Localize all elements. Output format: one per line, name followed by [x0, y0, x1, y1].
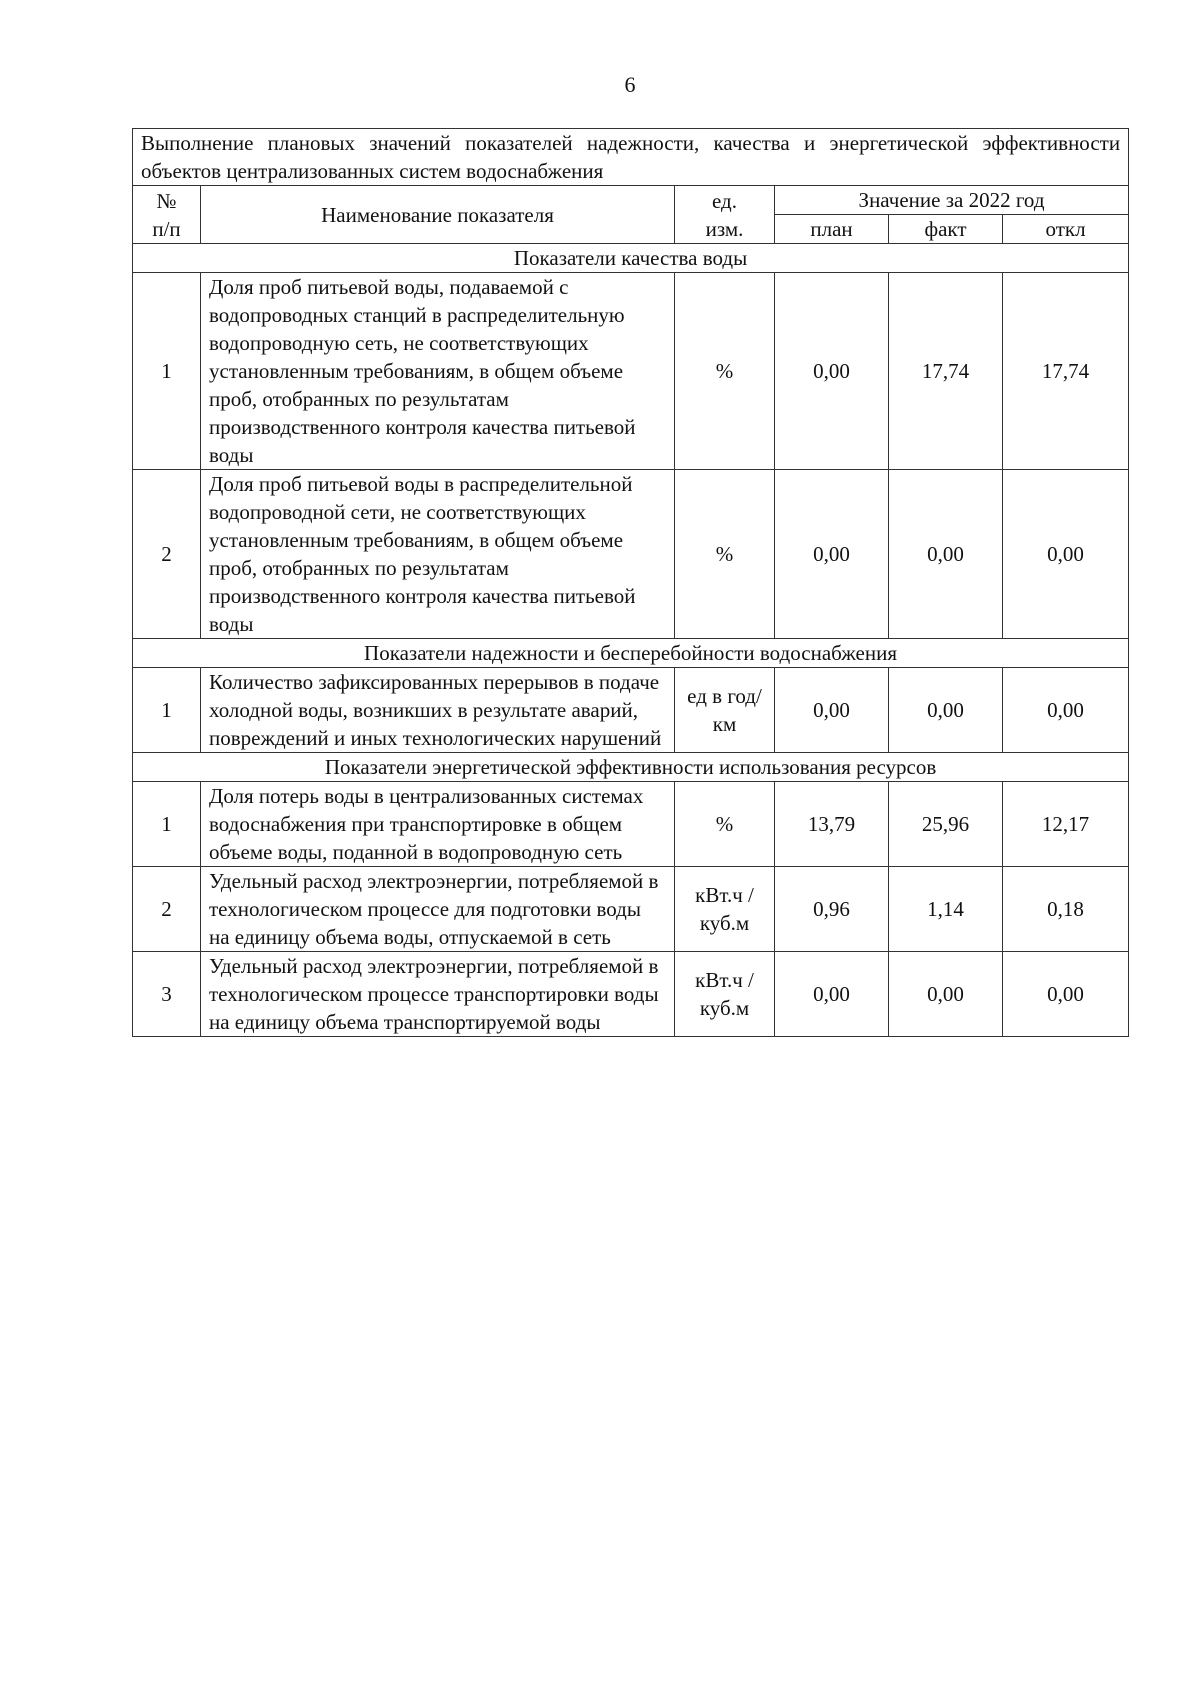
row-number: 1	[133, 668, 201, 753]
row-unit: %	[675, 782, 775, 867]
table-row	[133, 668, 1129, 753]
row-deviation: 12,17	[1003, 782, 1129, 867]
row-name: Доля проб питьевой воды в распределительной водопроводной сети, не соответствующих установленным требованиям, в общем объеме проб, отобранных по результатам производственного контроля качества питьевой воды	[201, 470, 675, 639]
row-plan: 0,00	[775, 668, 889, 753]
header-unit-line2: изм.	[705, 216, 744, 241]
row-unit: кВт.ч / куб.м	[675, 867, 775, 952]
row-number: 2	[133, 470, 201, 639]
row-number: 2	[133, 867, 201, 952]
row-plan: 13,79	[775, 782, 889, 867]
row-name: Доля потерь воды в централизованных системах водоснабжения при транспортировке в общем объеме воды, поданной в водопроводную сеть	[201, 782, 675, 867]
row-number: 3	[133, 952, 201, 1037]
row-plan: 0,96	[775, 867, 889, 952]
row-plan: 0,00	[775, 470, 889, 639]
row-unit: кВт.ч / куб.м	[675, 952, 775, 1037]
row-plan: 0,00	[775, 952, 889, 1037]
header-unit	[675, 186, 775, 244]
row-deviation: 0,00	[1003, 668, 1129, 753]
header-plan: план	[775, 215, 889, 244]
row-deviation: 0,00	[1003, 470, 1129, 639]
table-caption: Выполнение плановых значений показателей надежности, качества и энергетической эффективности объектов централизованных систем водоснабжения	[133, 129, 1129, 186]
header-fact: факт	[889, 215, 1003, 244]
section-title: Показатели качества воды	[133, 244, 1129, 273]
row-unit: ед в год/ км	[675, 668, 775, 753]
row-deviation: 17,74	[1003, 273, 1129, 470]
row-deviation: 0,18	[1003, 867, 1129, 952]
row-fact: 1,14	[889, 867, 1003, 952]
row-number: 1	[133, 782, 201, 867]
row-fact: 0,00	[889, 668, 1003, 753]
header-number-line2: п/п	[152, 216, 181, 241]
row-fact: 0,00	[889, 470, 1003, 639]
header-number	[133, 186, 201, 244]
header-name: Наименование показателя	[201, 186, 675, 244]
row-fact: 0,00	[889, 952, 1003, 1037]
row-fact: 17,74	[889, 273, 1003, 470]
indicators-table	[132, 128, 1129, 1037]
row-unit: %	[675, 470, 775, 639]
row-number: 1	[133, 273, 201, 470]
row-deviation: 0,00	[1003, 952, 1129, 1037]
header-value-group: Значение за 2022 год	[775, 186, 1129, 215]
table-row	[133, 273, 1129, 470]
table-row	[133, 782, 1129, 867]
row-name: Удельный расход электроэнергии, потребляемой в технологическом процессе транспортировки воды на единицу объема транспортируемой воды	[201, 952, 675, 1037]
header-deviation: откл	[1003, 215, 1129, 244]
table-row	[133, 470, 1129, 639]
header-unit-line1: ед.	[712, 188, 737, 213]
header-number-line1: №	[156, 188, 177, 213]
row-name: Удельный расход электроэнергии, потребляемой в технологическом процессе для подготовки воды на единицу объема воды, отпускаемой в сеть	[201, 867, 675, 952]
row-name: Доля проб питьевой воды, подаваемой с водопроводных станций в распределительную водопроводную сеть, не соответствующих установленным требованиям, в общем объеме проб, отобранных по результатам производственного контроля качества питьевой воды	[201, 273, 675, 470]
row-name: Количество зафиксированных перерывов в подаче холодной воды, возникших в результате аварий, повреждений и иных технологических нарушений	[201, 668, 675, 753]
table-row	[133, 867, 1129, 952]
table-row	[133, 952, 1129, 1037]
row-unit: %	[675, 273, 775, 470]
row-fact: 25,96	[889, 782, 1003, 867]
section-title: Показатели энергетической эффективности использования ресурсов	[133, 753, 1129, 782]
row-plan: 0,00	[775, 273, 889, 470]
section-title: Показатели надежности и бесперебойности водоснабжения	[133, 639, 1129, 668]
page-number: 6	[624, 72, 636, 97]
